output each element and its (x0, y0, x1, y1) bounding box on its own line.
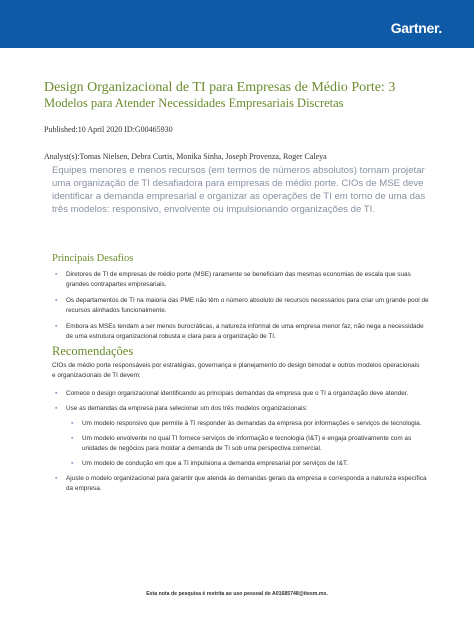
summary-paragraph: Equipes menores e menos recursos (em termos de números absolutos) tornam projetar uma organização de TI desafiadora para empresas de médio porte. CIOs de MSE deve identificar a demanda empresarial e organizar as operações de TI em torno de uma das três modelos: responsivo, envolvente ou impulsionando organizações de TI. (52, 165, 426, 215)
list-item: ▪ Embora as MSEs tendam a ser menos burocráticas, a natureza informal de uma empresa menor faz, não nega a necessidade de uma estrutura organizacional robusta e clara para a organização de TI. (55, 323, 424, 340)
list-item: ▪ Comece o design organizacional identificando as principais demandas da empresa que o TI a organização deve atender. (55, 390, 409, 397)
bullet-icon: ▪ (55, 297, 58, 304)
challenges-list (52, 270, 430, 342)
list-item: ▪ Use as demandas da empresa para selecionar um dos três modelos organizacionais: (55, 405, 308, 412)
bullet-icon: ▪ (71, 460, 74, 467)
document-title: Design Organizacional de TI para Empresas de Médio Porte: 3 (44, 80, 396, 95)
list-item: ▪ Um modelo responsivo que permite à TI responder às demandas da empresa por informações e serviços de tecnologia. (71, 420, 422, 427)
recommendations-list (52, 389, 430, 494)
bullet-icon: ▪ (71, 435, 74, 442)
published-info: Published:10 April 2020 ID:G00465930 (44, 125, 173, 134)
bullet-icon: ▪ (55, 323, 58, 330)
list-item: ▪ Ajuste o modelo organizacional para garantir que atenda às demandas gerais da empresa e corresponda a natureza específica da empresa. (55, 475, 427, 492)
bullet-icon: ▪ (55, 271, 58, 278)
bullet-icon: ▪ (55, 405, 58, 412)
list-item: ▪ Um modelo de condução em que a TI impulsiona a demanda empresarial por serviços de I&T. (71, 460, 348, 467)
restriction-footer: Esta nota de pesquisa é restrita ao uso pessoal de A01685748@itesm.mx. (146, 591, 328, 597)
list-item: ▪ Diretores de TI de empresas de médio porte (MSE) raramente se beneficiam das mesmas economias de escala que suas grandes contrapartes empresariais. (55, 271, 411, 288)
list-item: ▪ Os departamentos de TI na maioria das PME não têm o número absoluto de recursos necessários para criar um grande pool de recursos alinhados funcionalmente. (55, 297, 429, 314)
recommendations-intro: CIOs de médio porte responsáveis por estratégias, governança e planejamento do design bimodal e outros modelos operacionais e organizacionais de TI devem: (52, 362, 420, 379)
list-item: ▪ Um modelo envolvente no qual TI fornece serviços de informação e tecnologia (I&T) e engaja proativamente com as unidades de negócios para moldar a demanda de TI sob uma perspectiva comercial. (71, 435, 412, 452)
challenges-heading: Principais Desafios (52, 253, 134, 264)
recommendations-heading: Recomendações (52, 344, 134, 358)
document-subtitle: Modelos para Atender Necessidades Empresariais Discretas (44, 96, 344, 110)
analysts: Analyst(s):Tomas Nielsen, Debra Curtis, Monika Sinha, Joseph Provenza, Roger Caleya (44, 152, 327, 161)
bullet-icon: ▪ (55, 475, 58, 482)
bullet-icon: ▪ (71, 420, 74, 427)
gartner-logo: Gartner. (390, 20, 442, 36)
header-bar (0, 0, 474, 48)
bullet-icon: ▪ (55, 390, 58, 397)
